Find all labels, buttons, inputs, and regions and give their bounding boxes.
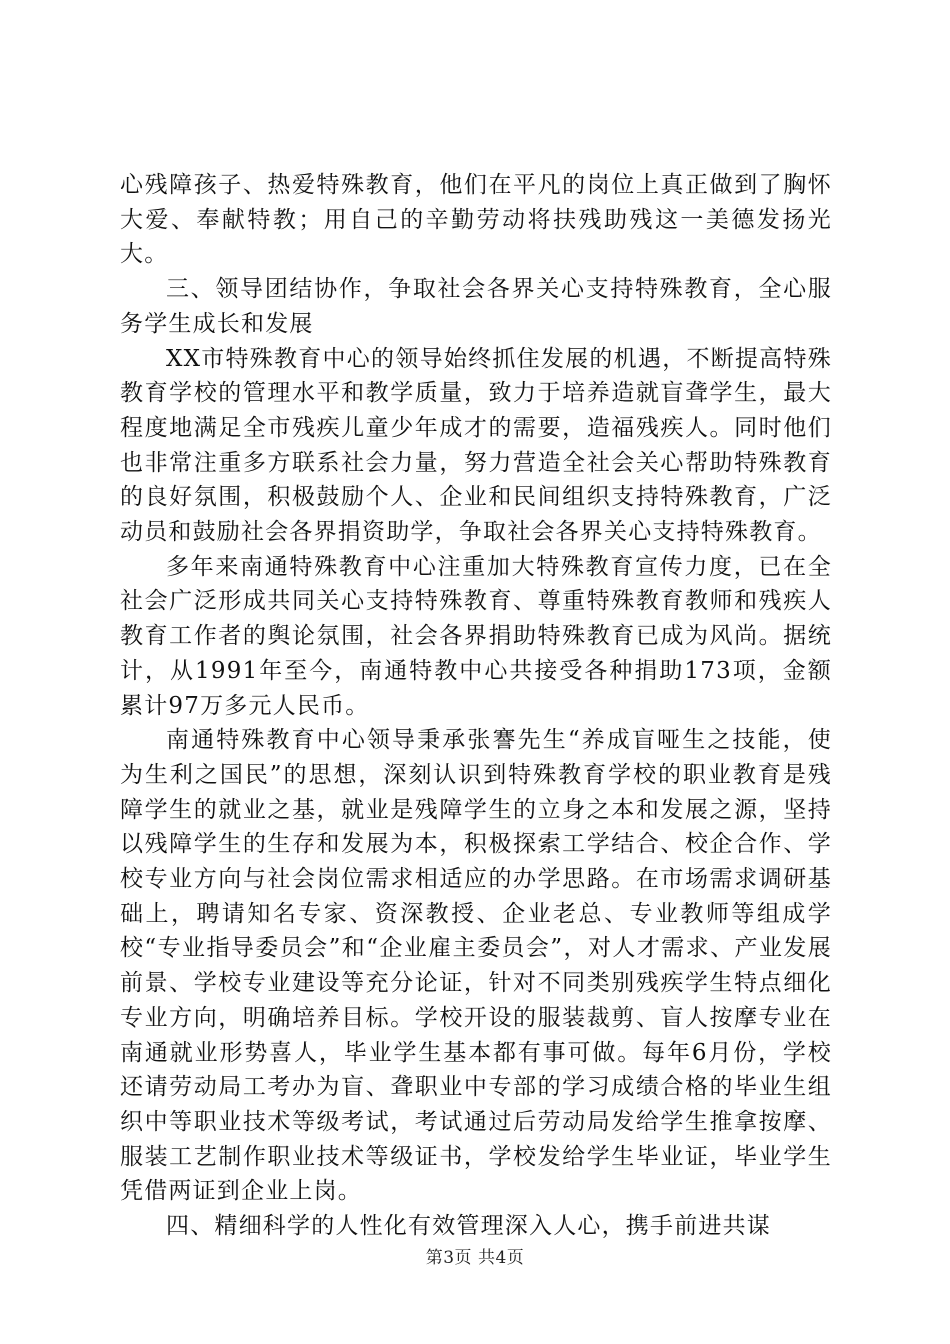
page-number-footer: 第3页 共4页 (425, 1248, 525, 1268)
section-heading-three: 三、领导团结协作，争取社会各界关心支持特殊教育，全心服务学生成长和发展 (120, 276, 832, 337)
section-heading-four: 四、精细科学的人性化有效管理深入人心，携手前进共谋 (166, 1213, 771, 1240)
body-text (120, 168, 832, 1244)
paragraph-continuation: 心残障孩子、热爱特殊教育，他们在平凡的岗位上真正做到了胸怀大爱、奉献特教；用自己的辛勤劳动将扶残助残这一美德发扬光大。 (120, 172, 832, 268)
paragraph-vocational-education: 南通特殊教育中心领导秉承张謇先生“养成盲哑生之技能，使为生利之国民”的思想，深刻认识到特殊教育学校的职业教育是残障学生的就业之基，就业是残障学生的立身之本和发展之源，坚持以残障学生的生存和发展为本，积极探索工学结合、校企合作、学校专业方向与社会岗位需求相适应的办学思路。在市场需求调研基础上，聘请知名专家、资深教授、企业老总、专业教师等组成学校“专业指导委员会”和“企业雇主委员会”，对人才需求、产业发展前景、学校专业建设等充分论证，针对不同类别残疾学生特点细化专业方向，明确培养目标。学校开设的服装裁剪、盲人按摩专业在南通就业形势喜人，毕业学生基本都有事可做。每年6月份，学校还请劳动局工考办为盲、聋职业中专部的学习成绩合格的毕业生组织中等职业技术等级考试，考试通过后劳动局发给学生推拿按摩、服装工艺制作职业技术等级证书，学校发给学生毕业证，毕业学生凭借两证到企业上岗。 (120, 727, 832, 1205)
paragraph-leadership: XX市特殊教育中心的领导始终抓住发展的机遇，不断提高特殊教育学校的管理水平和教学质量，致力于培养造就盲聋学生，最大程度地满足全市残疾儿童少年成才的需要，造福残疾人。同时他们也非常注重多方联系社会力量，努力营造全社会关心帮助特殊教育的良好氛围，积极鼓励个人、企业和民间组织支持特殊教育，广泛动员和鼓励社会各界捐资助学，争取社会各界关心支持特殊教育。 (120, 345, 832, 546)
paragraph-donations: 多年来南通特殊教育中心注重加大特殊教育宣传力度，已在全社会广泛形成共同关心支持特殊教育、尊重特殊教育教师和残疾人教育工作者的舆论氛围，社会各界捐助特殊教育已成为风尚。据统计，从1991年至今，南通特教中心共接受各种捐助173项，金额累计97万多元人民币。 (120, 553, 832, 719)
